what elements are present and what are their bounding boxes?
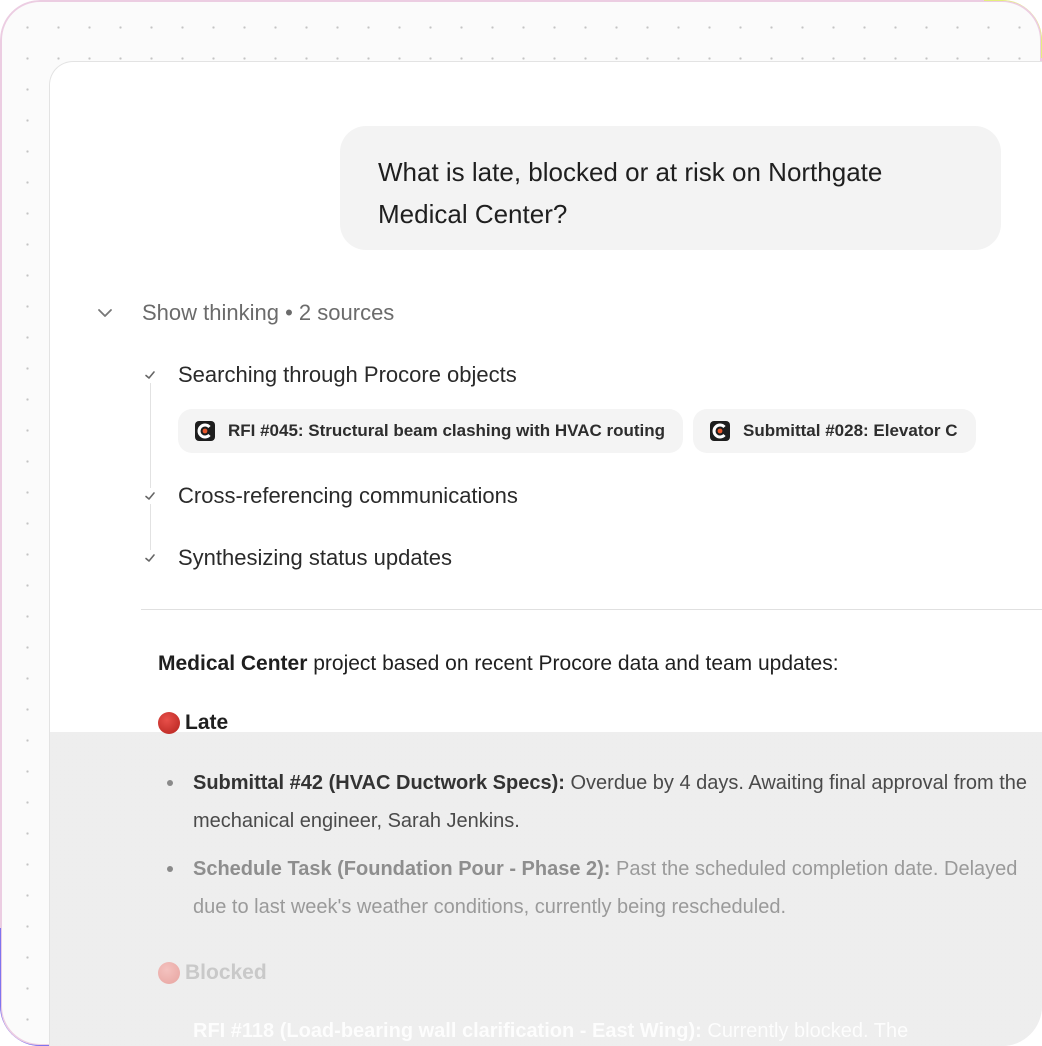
checkmark-icon	[142, 367, 158, 383]
answer-intro-bold: Medical Center	[158, 652, 308, 675]
item-text: Past the scheduled completion date. Delayed due to last week's weather conditions, currently being rescheduled.	[193, 858, 1018, 918]
checkmark-icon	[142, 550, 158, 566]
list-item	[165, 850, 1042, 926]
source-chip-label: RFI #045: Structural beam clashing with HVAC routing	[228, 421, 666, 440]
show-thinking-label: Show thinking	[142, 300, 279, 325]
chevron-down-icon	[94, 302, 116, 324]
thinking-timeline-line	[150, 380, 151, 552]
late-items-list	[165, 764, 1042, 936]
red-circle-icon	[158, 712, 180, 734]
section-heading-late	[158, 711, 228, 735]
user-message-text: What is late, blocked or at risk on Northgate Medical Center?	[378, 157, 883, 229]
thinking-step	[142, 483, 518, 509]
section-heading-label: Late	[185, 711, 229, 734]
item-text: Currently blocked. The	[701, 1020, 909, 1042]
item-title: RFI #118 (Load-bearing wall clarification - East Wing):	[193, 1020, 702, 1042]
checkmark-icon	[142, 488, 158, 504]
chat-panel	[49, 61, 1042, 1046]
source-chip-label: Submittal #028: Elevator C	[743, 421, 958, 440]
thinking-step	[142, 545, 452, 571]
source-chips	[178, 409, 976, 453]
answer-intro-text: project based on recent Procore data and team updates:	[307, 652, 839, 675]
thinking-step-label: Searching through Procore objects	[178, 362, 517, 387]
item-title: Submittal #42 (HVAC Ductwork Specs):	[193, 772, 565, 794]
red-circle-icon	[158, 962, 180, 984]
thinking-step	[142, 362, 517, 388]
frame-accent-top-right	[984, 0, 1042, 58]
show-thinking-toggle[interactable]	[94, 300, 394, 326]
answer-intro	[158, 652, 839, 676]
section-heading-blocked	[158, 961, 267, 985]
sources-count: 2 sources	[298, 300, 395, 325]
section-heading-label: Blocked	[185, 961, 267, 984]
item-title: Schedule Task (Foundation Pour - Phase 2):	[193, 858, 611, 880]
thinking-step-label: Synthesizing status updates	[178, 545, 452, 570]
procore-logo-icon	[709, 420, 731, 442]
procore-logo-icon	[194, 420, 216, 442]
item-text: Overdue by 4 days. Awaiting final approval from the mechanical engineer, Sarah Jenkins.	[193, 772, 1028, 832]
list-item	[165, 1020, 1042, 1043]
thinking-step-label: Cross-referencing communications	[178, 483, 518, 508]
divider	[141, 609, 1042, 610]
thinking-separator: •	[278, 300, 299, 325]
user-message-bubble	[340, 126, 1001, 250]
list-item	[165, 764, 1042, 840]
source-chip[interactable]	[693, 409, 975, 453]
source-chip[interactable]	[178, 409, 683, 453]
